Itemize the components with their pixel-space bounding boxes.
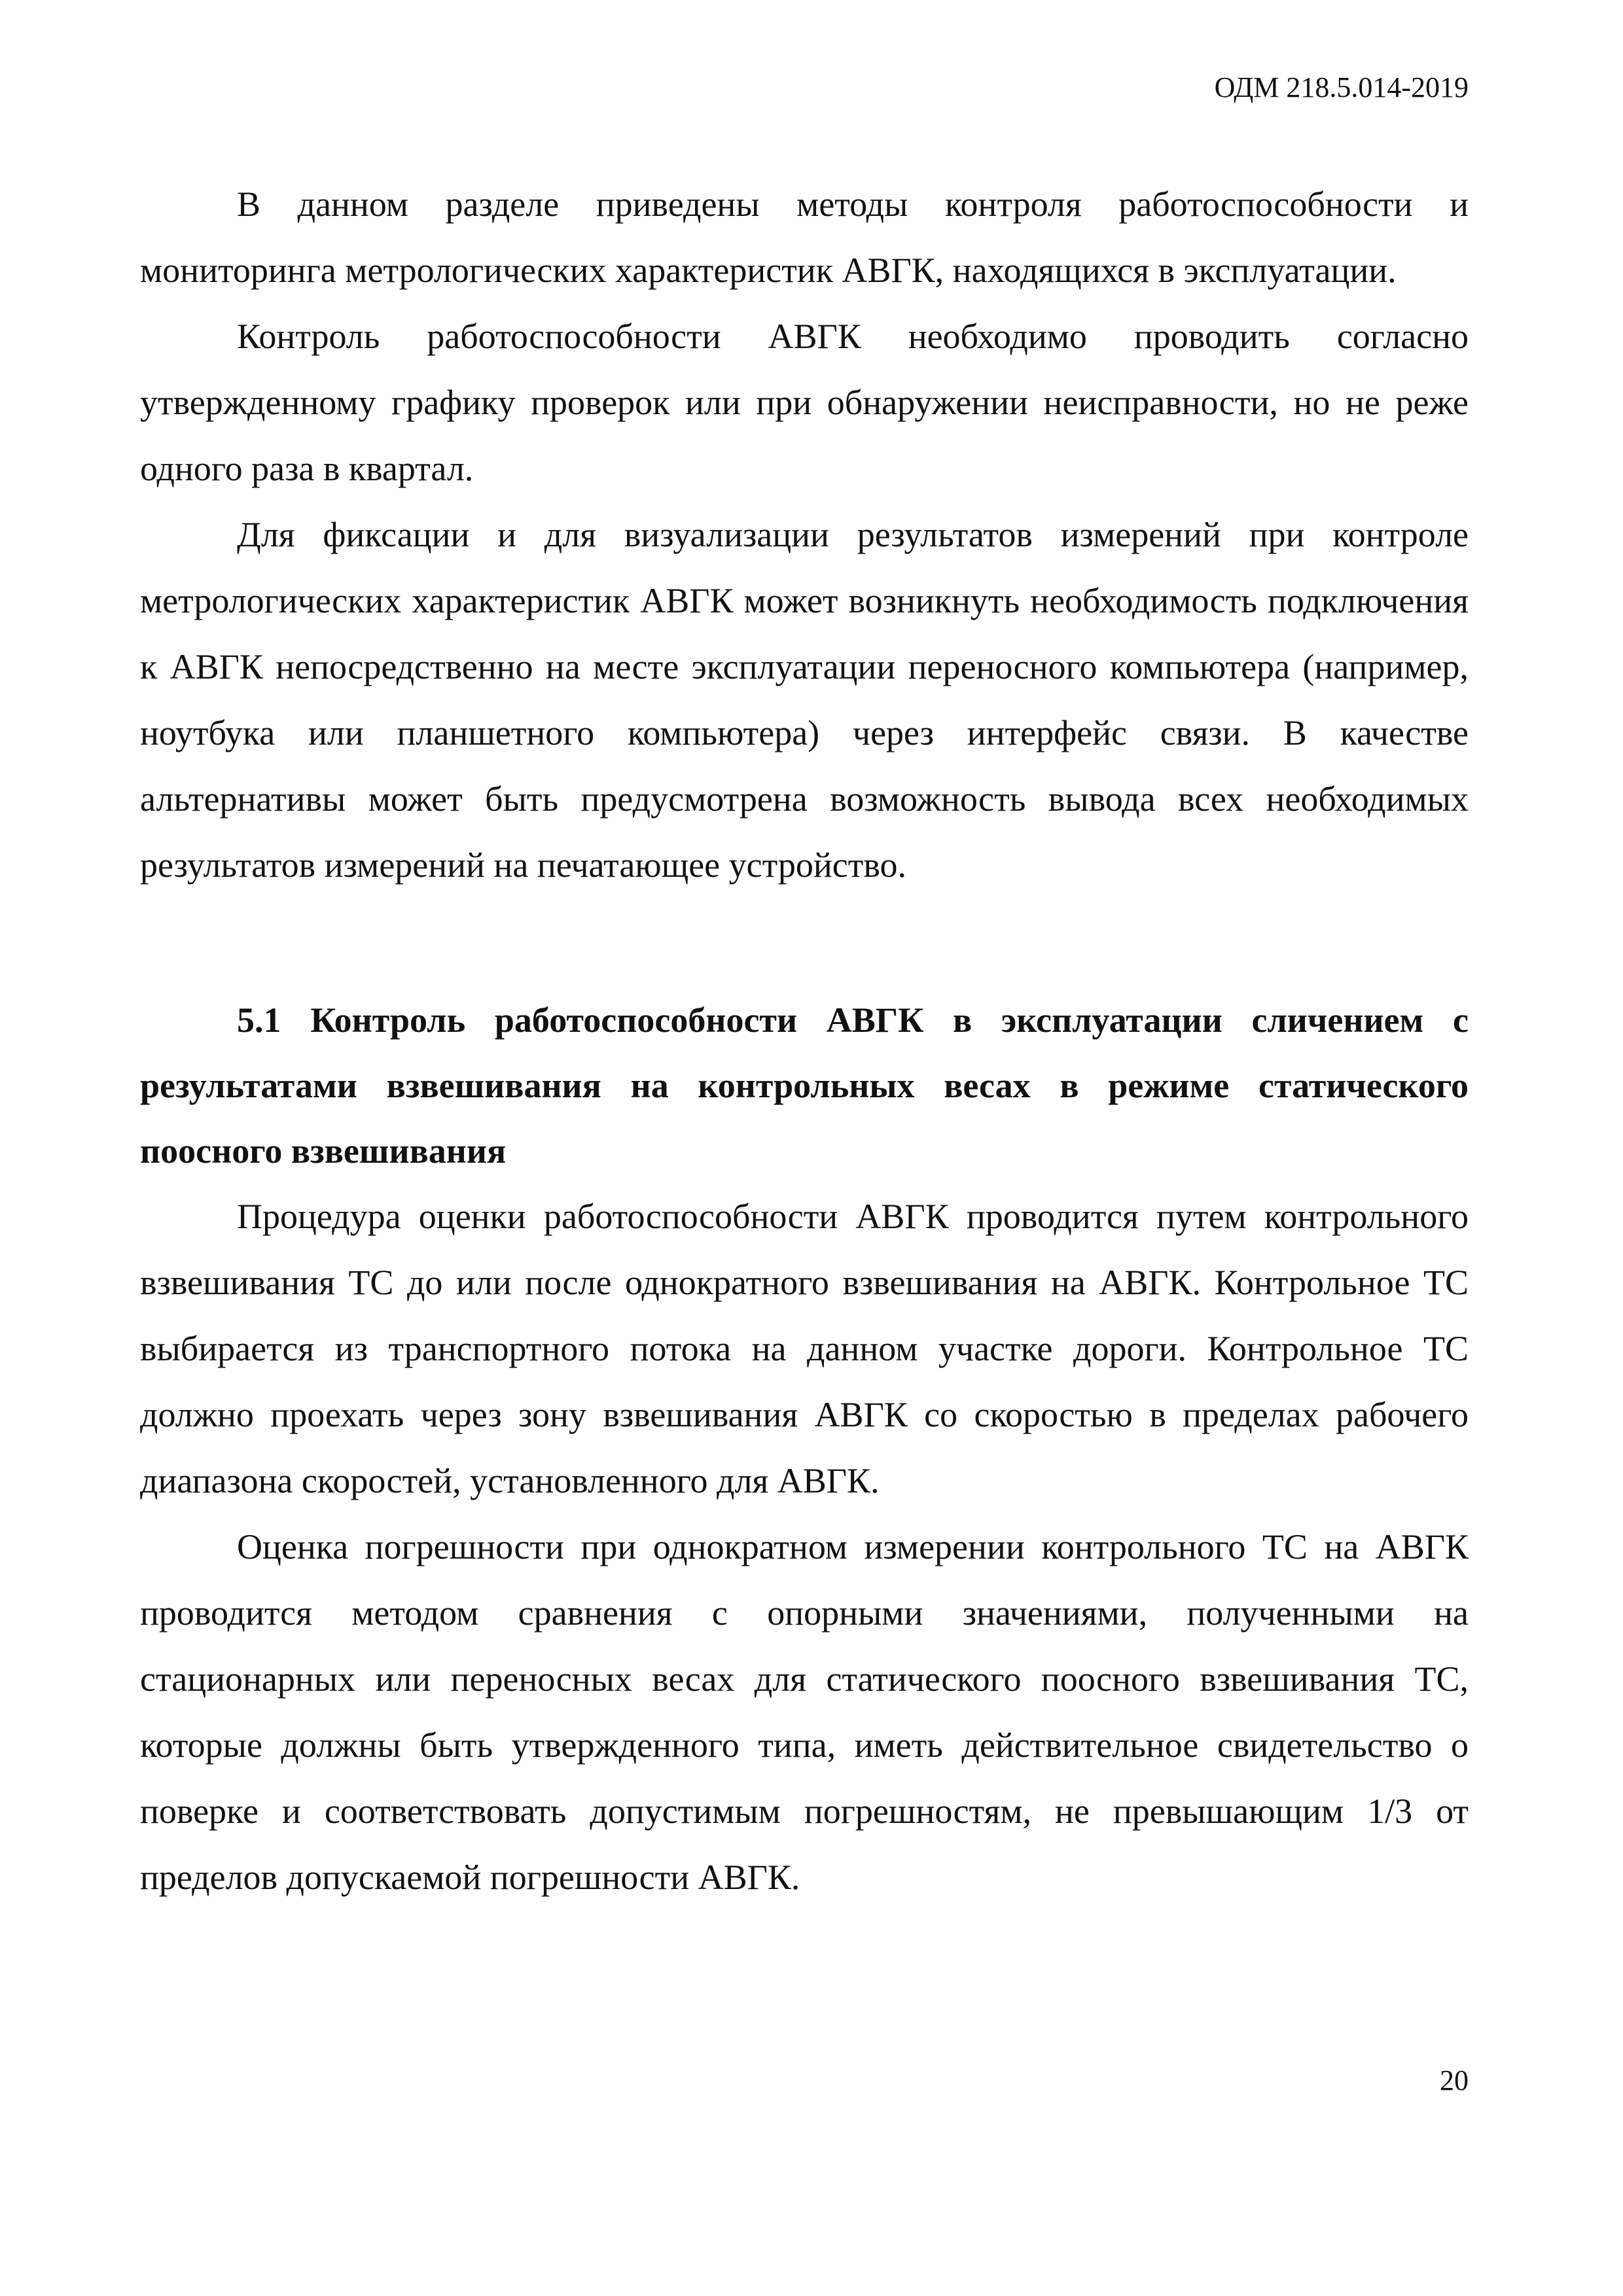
intro-paragraph-1: В данном разделе приведены методы контроля работоспособности и мониторинга метрологических характеристик АВГК, находящихся в эксплуатации. xyxy=(140,185,1469,290)
section-paragraph-2: Оценка погрешности при однократном измерении контрольного ТС на АВГК проводится методом сравнения с опорными значениями, полученными на стационарных или переносных весах для статического поосного взвешивания ТС, которые должны быть утвержденного типа, иметь действительное свидетельство о поверке и соответствовать допустимым погрешностям, не превышающим 1/3 от пределов допускаемой погрешности АВГК. xyxy=(140,1527,1469,1897)
section-paragraph-1: Процедура оценки работоспособности АВГК проводится путем контрольного взвешивания ТС до или после однократного взвешивания на АВГК. Контрольное ТС выбирается из транспортного потока на данном участке дороги. Контрольное ТС должно проехать через зону взвешивания АВГК со скоростью в пределах рабочего диапазона скоростей, установленного для АВГК. xyxy=(140,1197,1469,1500)
intro-paragraph-2: Контроль работоспособности АВГК необходимо проводить согласно утвержденному графику проверок или при обнаружении неисправности, но не реже одного раза в квартал. xyxy=(140,317,1469,488)
intro-paragraph-3: Для фиксации и для визуализации результатов измерений при контроле метрологических характеристик АВГК может возникнуть необходимость подключения к АВГК непосредственно на месте эксплуатации переносного компьютера (например, ноутбука или планшетного компьютера) через интерфейс связи. В качестве альтернативы может быть предусмотрена возможность вывода всех необходимых результатов измерений на печатающее устройство. xyxy=(140,515,1469,885)
section-heading: 5.1 Контроль работоспособности АВГК в эксплуатации сличением с результатами взвешивания на контрольных весах в режиме статического поосного взвешивания xyxy=(140,1000,1469,1171)
page-body xyxy=(140,171,1469,1911)
document-code: ОДМ 218.5.014-2019 xyxy=(1214,71,1469,103)
page-number: 20 xyxy=(1440,2064,1469,2096)
